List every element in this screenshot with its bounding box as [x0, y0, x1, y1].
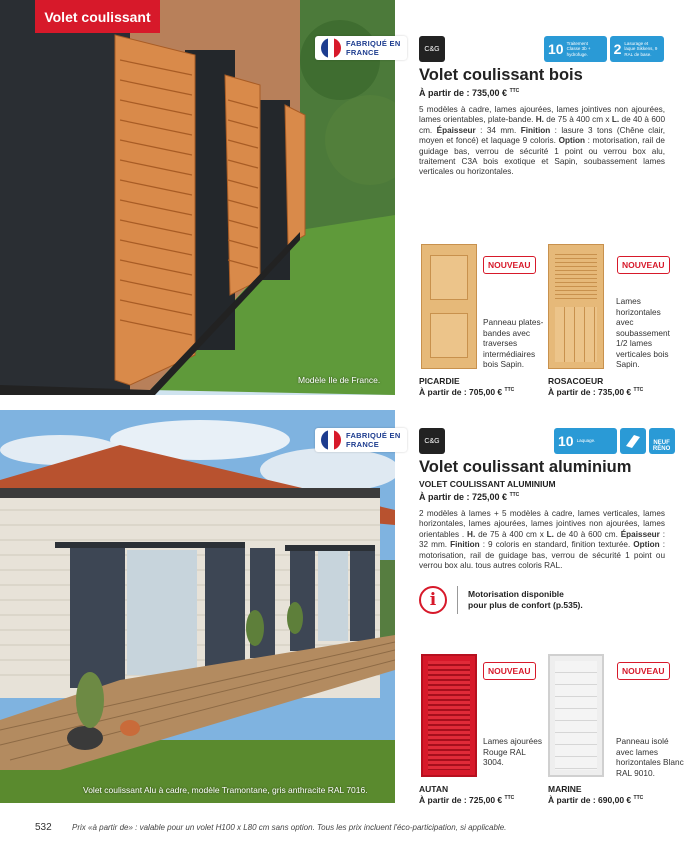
rosacoeur-image	[548, 244, 604, 369]
nouveau-badge: NOUVEAU	[483, 256, 536, 274]
product-label: Panneau isolé avec lames horizontales Blanc RAL 9010.	[616, 736, 684, 778]
guarantee-label: Lasurage et laque Sikkens, 9 RAL de base.	[624, 40, 658, 57]
product-price: À partir de : 705,00 € $^{TTC}$	[419, 387, 515, 397]
guarantee-years: 10	[558, 433, 574, 449]
photo-alu-house	[0, 410, 395, 803]
product-name: PICARDIE	[419, 376, 460, 386]
alu-description: 2 modèles à lames + 5 modèles à cadre, lames verticales, lames horizontales, lames ajourées, lames jointives non ajourées, lames orientables . H. de 75 à 400 cm x L. de 40 à 600 cm. Épaisseur : 32 mm. Finition : 9 coloris en standard, finition texturée. Option : motorisation, rail de guidage bas, verrou de sécurité 1 point ou verrou box alu. tous autres coloris RAL.	[419, 509, 665, 571]
wood-description: 5 modèles à cadre, lames ajourées, lames jointives non ajourées, lames orientables, plate-bande. H. de 75 à 400 cm x L. de 40 à 600 cm. Épaisseur : 34 mm. Finition : lasure 3 tons (Chêne clair, moyen et foncé) et laquage 9 coloris. Option : motorisation, rail de guidage bas, verrou de sécurité 1 point ou verrou box alu, traitement C3A bois exotique et Sapin, soubassement lames verticales ou horizontales.	[419, 105, 666, 177]
section-banner: Volet coulissant	[35, 0, 160, 33]
guarantee-badge	[610, 36, 665, 62]
fabrique-line1: FABRIQUÉ EN	[346, 431, 401, 440]
window-icon	[620, 428, 646, 454]
fabrique-line1: FABRIQUÉ EN	[346, 39, 401, 48]
product-name: MARINE	[548, 784, 582, 794]
brand-logo: C&G	[419, 36, 445, 62]
nouveau-badge: NOUVEAU	[483, 662, 536, 680]
alu-badges	[554, 428, 675, 454]
info-icon: i	[419, 586, 447, 614]
photo-caption-2: Volet coulissant Alu à cadre, modèle Tramontane, gris anthracite RAL 7016.	[83, 785, 368, 795]
motorisation-info	[419, 586, 583, 614]
product-price: À partir de : 690,00 € $^{TTC}$	[548, 795, 644, 805]
product-price: À partir de : 725,00 € $^{TTC}$	[419, 795, 515, 805]
motor-line2: pour plus de confort (p.535).	[468, 600, 583, 610]
fabrique-en-france-badge-2	[315, 428, 407, 452]
divider	[457, 586, 458, 614]
guarantee-label: Laquage.	[576, 438, 596, 444]
product-name: ROSACOEUR	[548, 376, 604, 386]
product-name: AUTAN	[419, 784, 449, 794]
alu-price: À partir de : 725,00 € $^{TTC}$	[419, 492, 520, 502]
product-label: Lames ajourées Rouge RAL 3004.	[483, 736, 543, 767]
motor-line1: Motorisation disponible	[468, 589, 564, 599]
guarantee-badge	[554, 428, 617, 454]
fabrique-en-france-badge	[315, 36, 407, 60]
alu-subtitle: VOLET COULISSANT ALUMINIUM	[419, 479, 556, 489]
product-label: Panneau plates-bandes avec traverses intermédiaires bois Sapin.	[483, 317, 544, 369]
photo-caption: Modèle Ile de France.	[298, 375, 381, 385]
brand-logo: C&G	[419, 428, 445, 454]
nouveau-badge: NOUVEAU	[617, 662, 670, 680]
picardie-image	[421, 244, 477, 369]
guarantee-badges	[544, 36, 664, 62]
product-label: Lames horizontales avec soubassement 1/2 lames verticales bois Sapin.	[616, 296, 670, 369]
footer-note: Prix «à partir de» : valable pour un volet H100 x L80 cm sans option. Tous les prix incluent l'éco-participation, si applicable.	[72, 823, 507, 832]
french-flag-icon	[321, 38, 341, 58]
french-flag-icon	[321, 430, 341, 450]
fabrique-line2: FRANCE	[346, 48, 380, 57]
guarantee-years: 10	[548, 41, 564, 57]
wood-section	[419, 66, 665, 178]
alu-title: Volet coulissant aluminium	[419, 458, 632, 476]
guarantee-years: 2	[613, 41, 622, 57]
page-number: 532	[35, 822, 52, 833]
fabrique-line2: FRANCE	[346, 440, 380, 449]
neuf-reno-badge: NEUF RÉNO	[649, 428, 675, 454]
guarantee-label: Traitement Classe 3b + hydrofuge.	[566, 40, 591, 57]
wood-price: À partir de : 735,00 € $^{TTC}$	[419, 88, 520, 98]
guarantee-badge	[544, 36, 607, 62]
nouveau-badge: NOUVEAU	[617, 256, 670, 274]
alu-section	[419, 458, 665, 571]
marine-image	[548, 654, 604, 777]
wood-title: Volet coulissant bois	[419, 66, 583, 84]
autan-image	[421, 654, 477, 777]
product-price: À partir de : 735,00 € $^{TTC}$	[548, 387, 644, 397]
